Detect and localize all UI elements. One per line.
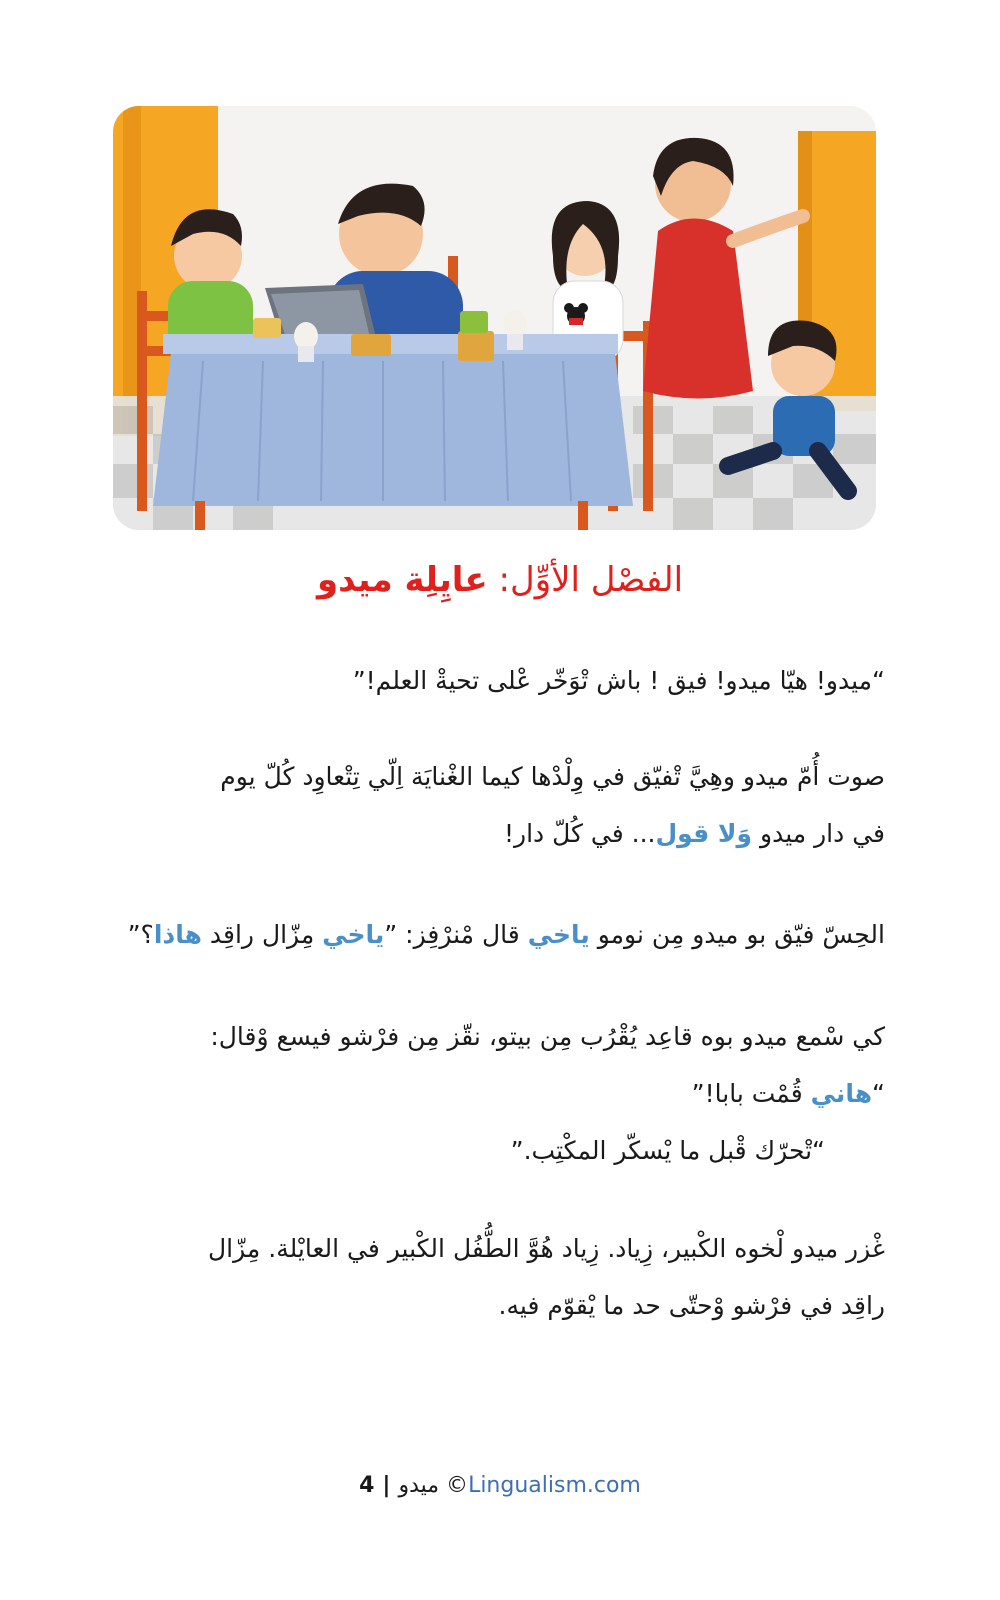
paragraph-1: “ميدو! هيّا ميدو! فيق ! باش تْوَخّر عْلى تحيةْ العلم!” bbox=[352, 666, 885, 695]
paragraph-5-line-2: راقِد في فرْشو وْحتّى حد ما يْقوّم فيه. bbox=[498, 1291, 885, 1320]
paragraph-4-line-2a: “ bbox=[872, 1079, 885, 1108]
paragraph-2 bbox=[125, 748, 885, 862]
highlight-yakhi-2: ياخي bbox=[322, 920, 385, 949]
chapter-prefix: الفصْل الأوِّل: bbox=[487, 560, 684, 600]
highlight-wala-qoul: وَلا قول bbox=[655, 819, 753, 848]
paragraph-5-line-1: غْزر ميدو لْخوه الكْبير، زِياد. زِياد هُوَّ الطُّفُل الكْبير في العايْلة. مِزّال bbox=[208, 1234, 885, 1263]
paragraph-3 bbox=[125, 906, 885, 963]
page-number: 4 bbox=[359, 1473, 375, 1498]
paragraph-2-line-1: صوت أُمّ ميدو وهِيَّ تْفيّق في وِلْدْها كيما الغْنايَة اِلّي تِتْعاوِد كُلّ يوم bbox=[220, 762, 885, 791]
footer-copyright: © ميدو bbox=[398, 1473, 469, 1498]
page-footer bbox=[0, 1470, 1000, 1502]
paragraph-4 bbox=[125, 1008, 885, 1179]
footer-site-link[interactable]: Lingualism.com bbox=[468, 1473, 641, 1498]
paragraph-4-line-3: “تْحرّك قْبل ما يْسكّر المكْتِب.” bbox=[510, 1136, 825, 1165]
paragraph-2-line-2a: في دار ميدو bbox=[752, 819, 885, 848]
footer-separator: | bbox=[382, 1473, 391, 1498]
chapter-name: عايِلِة ميدو bbox=[316, 560, 488, 600]
paragraph-5 bbox=[125, 1220, 885, 1334]
paragraph-3-b: قال مْنرْفِز: ” bbox=[384, 920, 528, 949]
paragraph-3-a: الحِسّ فيّق بو ميدو مِن نومو bbox=[589, 920, 885, 949]
paragraph-4-line-2b: قُمْت بابا!” bbox=[691, 1079, 811, 1108]
paragraph-3-c: مِزّال راقِد bbox=[201, 920, 323, 949]
paragraph-2-line-2b: ... في كُلّ دار! bbox=[503, 819, 656, 848]
paragraph-4-line-1: كي سْمع ميدو بوه قاعِد يُقْرُب مِن بيتو، نقّز مِن فرْشو فيسع وْقال: bbox=[210, 1022, 885, 1051]
family-breakfast-illustration bbox=[113, 106, 876, 530]
highlight-hani: هاني bbox=[810, 1079, 873, 1108]
highlight-yakhi-1: ياخي bbox=[527, 920, 590, 949]
highlight-hatha: هاذا bbox=[153, 920, 202, 949]
chapter-title bbox=[0, 558, 1000, 602]
paragraph-3-d: ؟” bbox=[127, 920, 154, 949]
